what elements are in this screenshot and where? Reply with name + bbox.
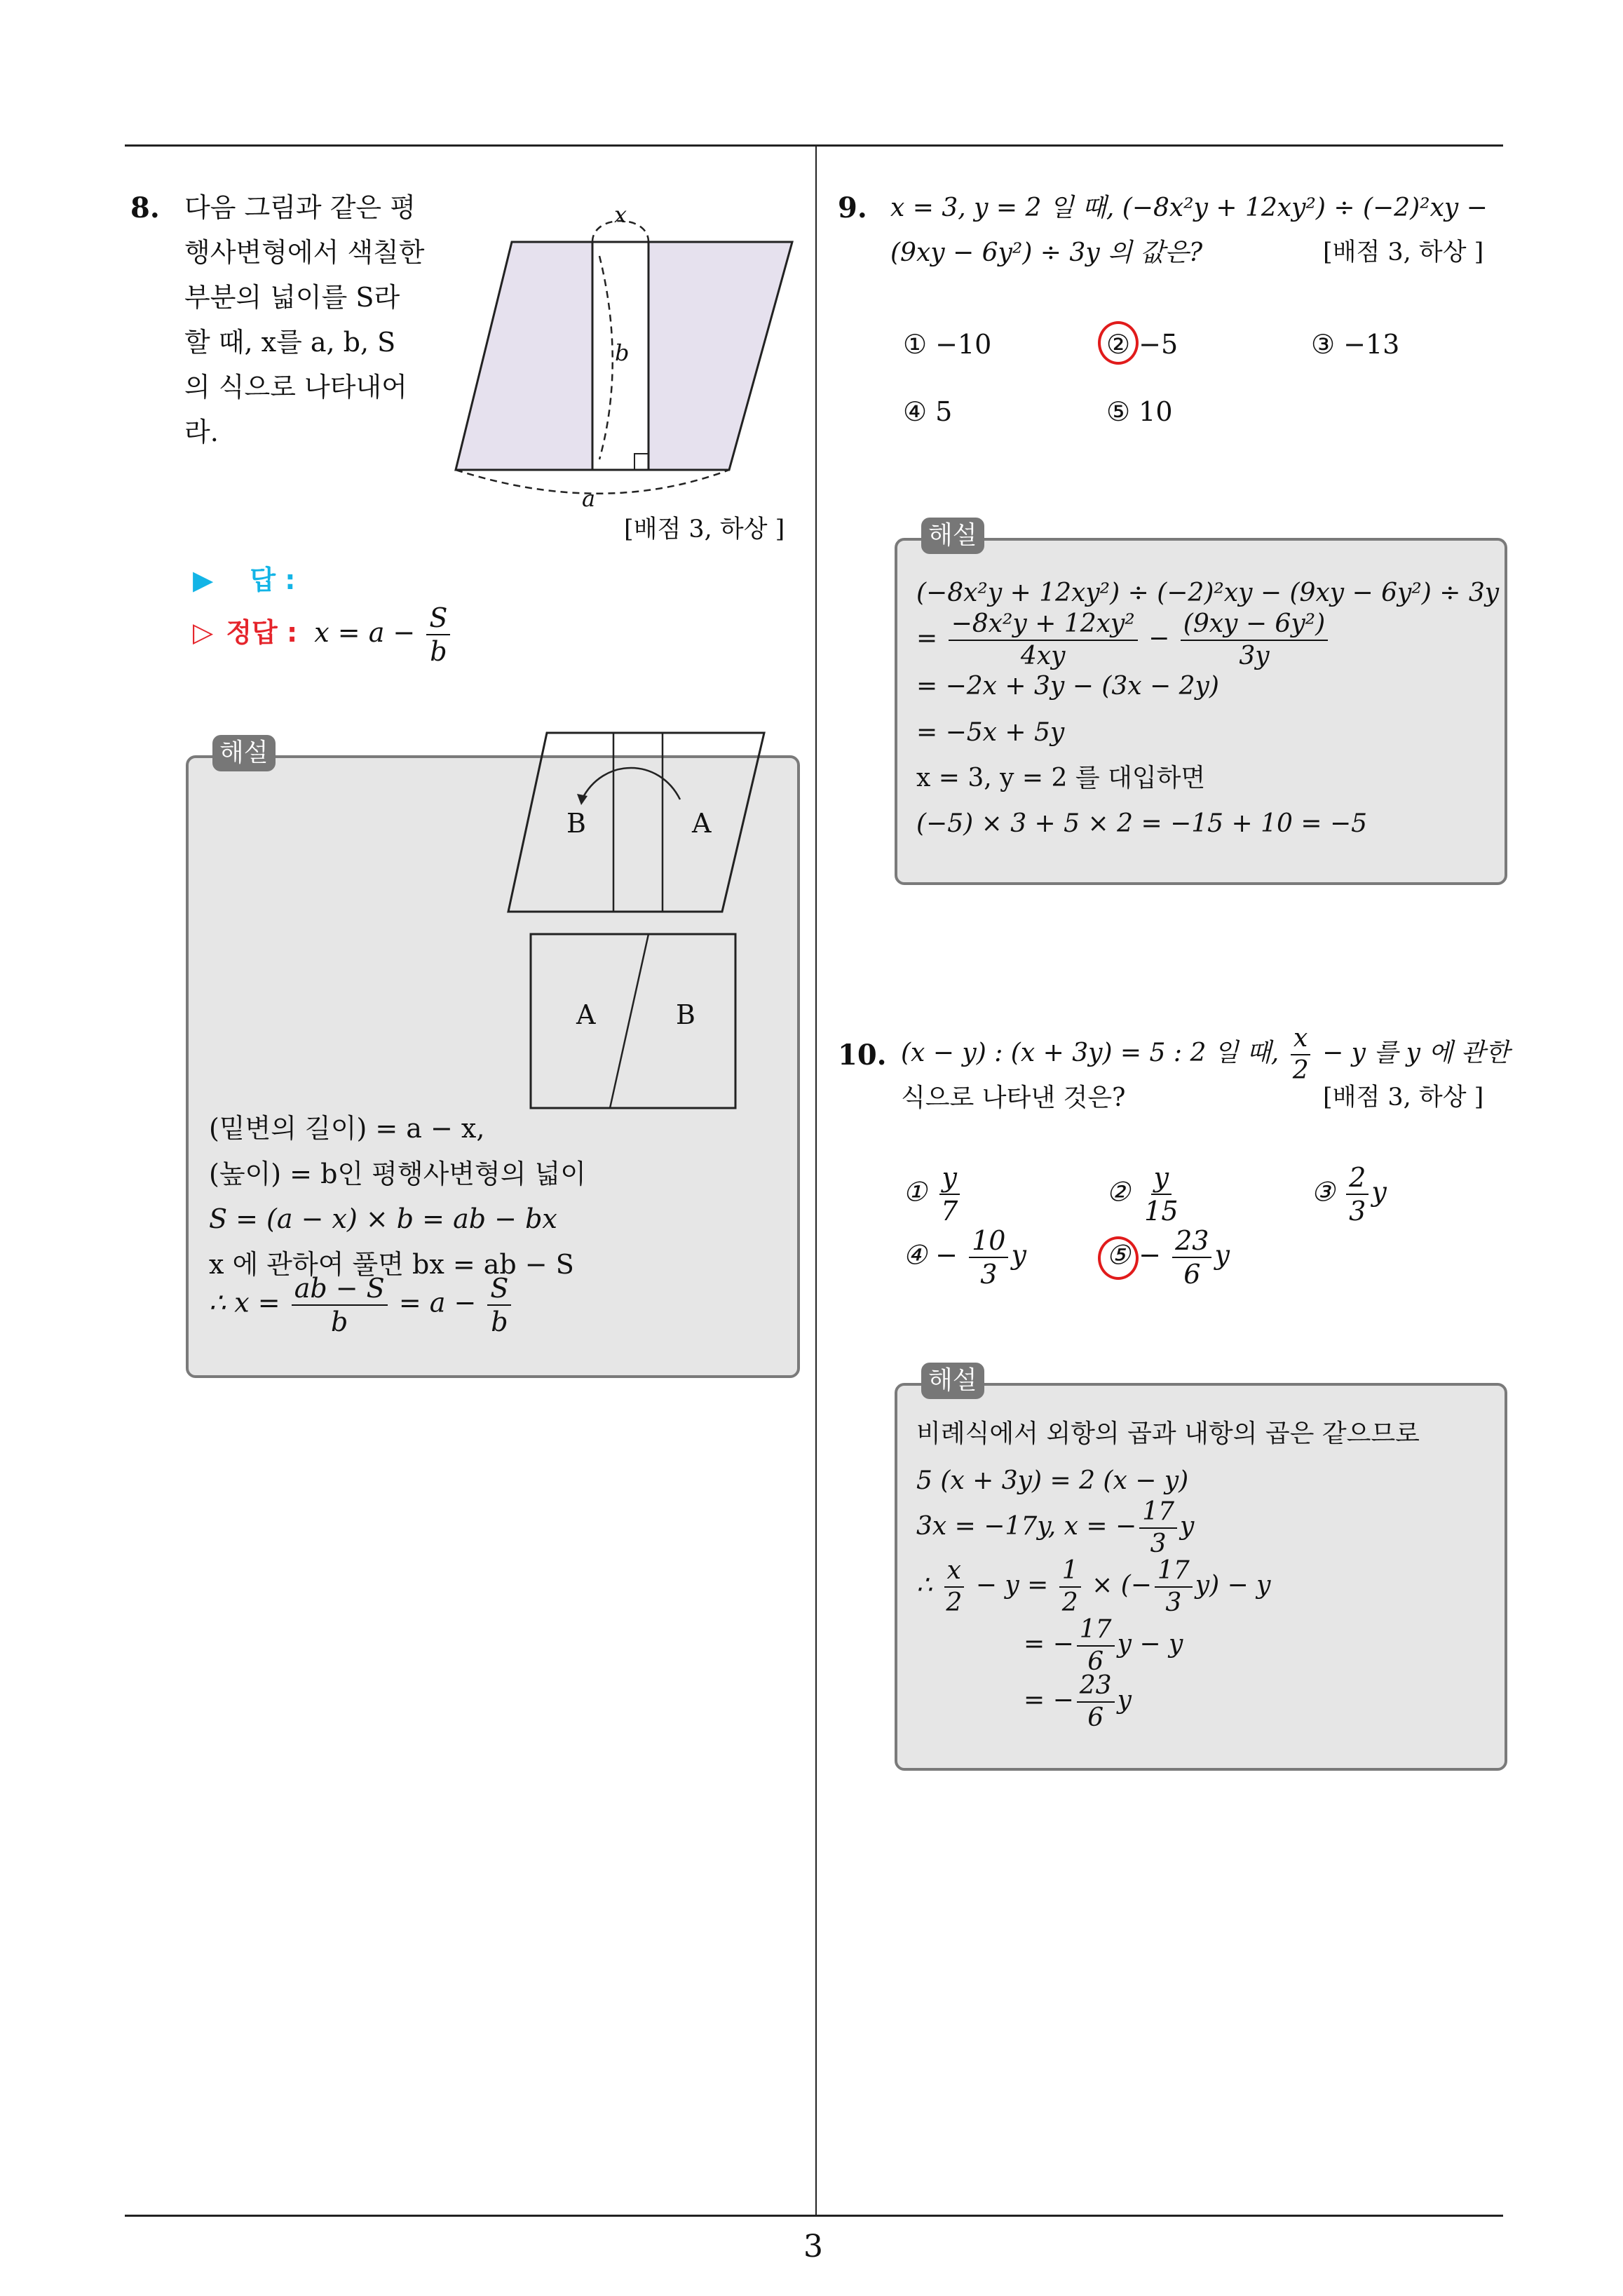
q8-figure-label-b: b	[615, 339, 630, 366]
fraction	[943, 1558, 965, 1616]
line-post: y) − y	[1195, 1571, 1271, 1600]
q8-solution-line: S = (a − x) × b = ab − bx	[209, 1203, 557, 1234]
q9-score: [배점 3, 하상 ]	[1323, 238, 1484, 266]
q10-choice[interactable]	[903, 1227, 1026, 1288]
fraction-denominator: 3	[980, 1259, 998, 1290]
q9-question-line2: (9xy − 6y²) ÷ 3y 의 값은?	[890, 238, 1203, 267]
fraction-numerator: 10	[969, 1227, 1008, 1258]
q8-score: [배점 3, 하상 ]	[624, 515, 785, 543]
final-fraction-2	[487, 1275, 511, 1335]
q9-choice[interactable]: ③ −13	[1311, 329, 1400, 360]
fraction	[1077, 1617, 1115, 1675]
q9-number: 9.	[838, 191, 867, 224]
minus-sign: −	[1148, 624, 1170, 653]
q10-solution-line	[1024, 1673, 1132, 1731]
q8-figure-label-a: a	[582, 485, 596, 512]
fraction-numerator: x	[1291, 1026, 1310, 1055]
q9-choice[interactable]: ① −10	[903, 329, 992, 360]
q10-solution-line: 비례식에서 외항의 곱과 내항의 곱은 같으므로	[916, 1419, 1420, 1448]
fraction-numerator: S	[426, 605, 450, 635]
fraction-denominator: b	[430, 636, 447, 667]
fraction-numerator: 23	[1172, 1227, 1211, 1258]
choice-fraction	[1141, 1162, 1181, 1227]
line-mid: × (−	[1092, 1571, 1152, 1600]
q8-solution-line: x 에 관하여 풀면 bx = ab − S	[209, 1249, 574, 1280]
q10-solution-line	[916, 1558, 1271, 1616]
fraction-denominator: 15	[1144, 1196, 1179, 1227]
fraction-numerator: 17	[1077, 1617, 1115, 1647]
q8-solution-label-A1: A	[692, 808, 712, 839]
q9-solution-line: (−5) × 3 + 5 × 2 = −15 + 10 = −5	[916, 809, 1368, 838]
fraction-denominator: 3	[1349, 1196, 1366, 1227]
eq-sign: =	[916, 624, 938, 653]
fraction-denominator: 6	[1087, 1703, 1104, 1732]
q8-solution-label-B2: B	[676, 999, 695, 1030]
q9-solution-line: = −5x + 5y	[916, 718, 1065, 747]
correct-arrow-icon: ▷	[193, 616, 214, 648]
q9-solution-line: (−8x²y + 12xy²) ÷ (−2)²xy − (9xy − 6y²) ÷ 3y	[916, 579, 1500, 607]
fraction-denominator: b	[331, 1306, 348, 1337]
fraction-numerator: 1	[1059, 1558, 1081, 1588]
fraction-numerator: (9xy − 6y²)	[1181, 612, 1328, 641]
q8-text-line: 의 식으로 나타내어	[184, 372, 407, 403]
answer-arrow-icon: ▶	[193, 565, 214, 595]
choice-suffix: y	[1011, 1239, 1026, 1271]
q8-solution-label-B1: B	[566, 808, 586, 839]
line-post: y	[1180, 1512, 1195, 1541]
q8-answer-label: 답 :	[250, 565, 296, 595]
line-post: y	[1117, 1686, 1132, 1715]
fraction-numerator: x	[944, 1558, 964, 1588]
fraction-denominator: 3	[1165, 1588, 1182, 1617]
q9-solution-tag: 해설	[921, 518, 984, 554]
q9-choice[interactable]: ② −5	[1106, 329, 1179, 360]
fraction-denominator: 7	[941, 1196, 958, 1227]
q8-solution-line: (밑변의 길이) = a − x,	[209, 1113, 485, 1144]
q10-solution-line: 5 (x + 3y) = 2 (x − y)	[916, 1466, 1189, 1495]
fraction-numerator: ab − S	[292, 1275, 388, 1306]
q10-line1-pre: (x − y) : (x + 3y) = 5 : 2 일 때,	[901, 1039, 1279, 1067]
choice-mark: ⑤	[1106, 1239, 1131, 1271]
choice-suffix: y	[1371, 1176, 1387, 1208]
bottom-rule	[125, 2215, 1503, 2217]
line-post: y − y	[1117, 1630, 1183, 1659]
q10-line1-post: − y 를 y 에 관한	[1322, 1039, 1510, 1067]
q10-choice[interactable]	[1106, 1162, 1184, 1227]
q8-text-line: 다음 그림과 같은 평	[184, 192, 416, 223]
choice-fraction	[1346, 1162, 1369, 1227]
line-pre: = −	[1024, 1630, 1074, 1659]
fraction-denominator: b	[491, 1306, 508, 1337]
fraction-denominator: 3	[1150, 1529, 1167, 1558]
fraction-denominator: 4xy	[1020, 642, 1066, 670]
q10-fraction	[1290, 1026, 1312, 1083]
choice-fraction	[938, 1162, 960, 1227]
q10-marked-answer-circle	[1098, 1236, 1139, 1280]
fraction	[949, 609, 1138, 670]
q8-solution-tag: 해설	[212, 735, 276, 771]
q8-solution-label-A2: A	[576, 999, 596, 1030]
fraction-denominator: 2	[1292, 1056, 1309, 1085]
q8-correct-answer-fraction	[426, 602, 450, 667]
q8-parallelogram-figure	[449, 200, 813, 501]
q9-choice[interactable]: ⑤ 10	[1106, 396, 1173, 427]
fraction-numerator: y	[1151, 1164, 1172, 1195]
fraction-numerator: 23	[1077, 1673, 1115, 1703]
q8-correct-row	[193, 602, 453, 667]
q10-solution-line	[1024, 1617, 1183, 1675]
q10-score: [배점 3, 하상 ]	[1323, 1083, 1484, 1112]
q8-text-line: 라.	[184, 417, 219, 447]
fraction-denominator: 6	[1087, 1647, 1104, 1676]
q8-number: 8.	[130, 191, 160, 224]
final-fraction	[292, 1275, 388, 1335]
fraction-numerator: 2	[1346, 1164, 1369, 1195]
q8-answer-row	[193, 567, 295, 593]
q9-question-line1: x = 3, y = 2 일 때, (−8x²y + 12xy²) ÷ (−2)²xy −	[890, 194, 1488, 222]
q8-text-line: 할 때, x를 a, b, S	[184, 327, 396, 358]
q10-choice[interactable]	[1311, 1162, 1387, 1227]
q8-solution-line: (높이) = b인 평행사변형의 넓이	[209, 1159, 586, 1189]
fraction	[1181, 609, 1328, 670]
q8-text-line: 부분의 넓이를 S라	[184, 282, 400, 313]
q9-solution-line: x = 3, y = 2 를 대입하면	[916, 764, 1206, 792]
q8-solution-final	[209, 1275, 514, 1335]
fraction-numerator: 17	[1139, 1499, 1177, 1529]
choice-mark: ③	[1311, 1176, 1336, 1208]
q9-solution-fraction-line	[916, 609, 1331, 670]
therefore: ∴	[916, 1571, 932, 1600]
line-mid: − y =	[975, 1571, 1049, 1600]
fraction-numerator: −8x²y + 12xy²	[949, 612, 1138, 641]
q9-choice[interactable]: ④ 5	[903, 396, 953, 427]
q10-solution-tag: 해설	[921, 1363, 984, 1399]
q9-marked-answer-circle	[1098, 321, 1139, 365]
q9-solution-line: = −2x + 3y − (3x − 2y)	[916, 672, 1219, 701]
q10-question-line2: 식으로 나타낸 것은?	[901, 1083, 1126, 1112]
q10-question-line1	[901, 1026, 1509, 1083]
fraction-denominator: 6	[1183, 1259, 1201, 1290]
choice-fraction	[1172, 1227, 1211, 1288]
fraction-denominator: 2	[946, 1588, 963, 1617]
column-divider	[815, 144, 817, 2217]
fraction-denominator: 2	[1061, 1588, 1078, 1617]
choice-sign: −	[935, 1239, 958, 1271]
q8-text-line: 행사변형에서 색칠한	[184, 237, 425, 268]
final-lhs: ∴ x =	[209, 1287, 280, 1318]
page-number: 3	[803, 2229, 823, 2264]
q8-correct-answer-lhs: x = a −	[314, 616, 416, 648]
top-rule	[125, 144, 1503, 147]
q8-solution-figure-parallelogram	[505, 729, 771, 919]
fraction-denominator: 3y	[1239, 642, 1270, 670]
q10-solution-line	[916, 1499, 1194, 1557]
choice-suffix: y	[1214, 1239, 1230, 1271]
choice-mark: ④	[903, 1239, 928, 1271]
q10-number: 10.	[838, 1039, 887, 1072]
fraction-numerator: S	[487, 1275, 511, 1306]
choice-sign: −	[1139, 1239, 1162, 1271]
fraction-numerator: 17	[1155, 1558, 1193, 1588]
q8-figure-label-x: x	[614, 201, 627, 228]
line-pre: 3x = −17y, x = −	[916, 1512, 1137, 1541]
choice-mark: ②	[1106, 1176, 1131, 1208]
line-pre: = −	[1024, 1686, 1074, 1715]
q8-solution-figure-rectangle	[529, 933, 740, 1112]
final-mid: = a −	[398, 1287, 477, 1318]
fraction	[1077, 1673, 1115, 1731]
fraction	[1155, 1558, 1193, 1616]
choice-mark: ①	[903, 1176, 928, 1208]
fraction-numerator: y	[939, 1164, 960, 1195]
choice-fraction	[969, 1227, 1008, 1288]
q8-correct-label: 정답 :	[226, 616, 298, 648]
fraction	[1139, 1499, 1177, 1557]
q10-choice[interactable]	[903, 1162, 963, 1227]
fraction	[1059, 1558, 1081, 1616]
